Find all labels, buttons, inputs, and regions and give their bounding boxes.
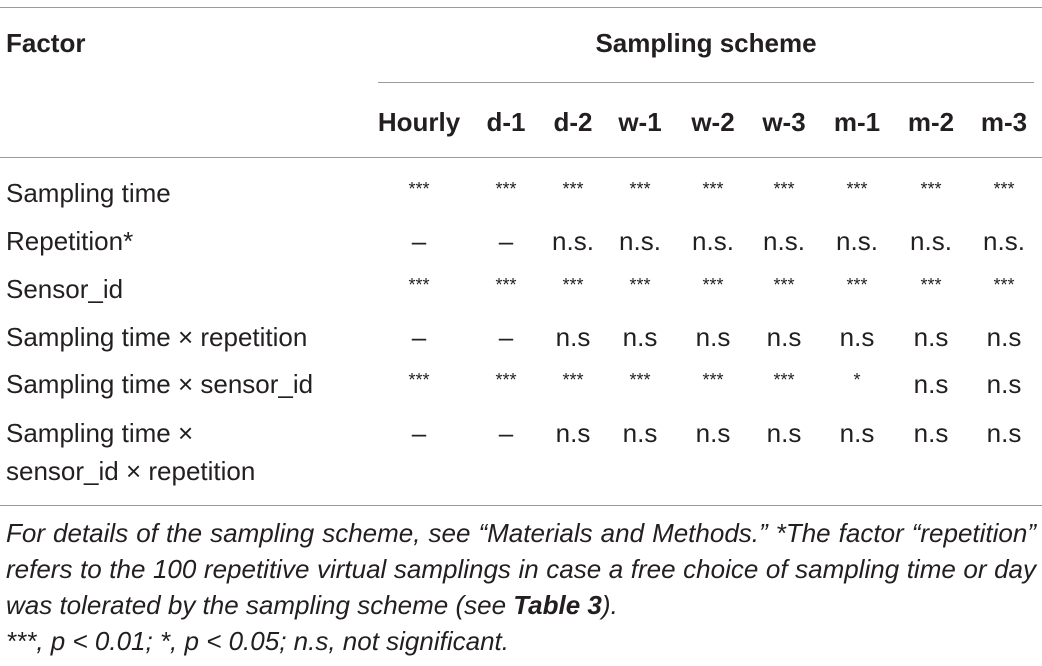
row-label-line: Sampling time × (6, 418, 194, 448)
table-cell: n.s (839, 322, 875, 352)
table-cell: n.s. (910, 226, 952, 256)
row-label (6, 174, 171, 212)
table-cell: – (498, 322, 514, 352)
table-cell: *** (495, 179, 517, 199)
row-label-line: Sampling time (6, 178, 171, 208)
table-cell: n.s. (836, 226, 878, 256)
table-cell: * (853, 370, 861, 390)
column-header-m1: m-1 (833, 107, 881, 137)
table-cell: n.s. (983, 226, 1025, 256)
table-cell: n.s. (619, 226, 661, 256)
table-cell: *** (629, 370, 651, 390)
column-headers (0, 107, 1042, 141)
table-cell: *** (702, 179, 724, 199)
column-header-w2: w-2 (691, 107, 735, 137)
column-header-d1: d-1 (486, 107, 526, 137)
table-cell: *** (408, 275, 430, 295)
table-cell: n.s (986, 418, 1022, 448)
column-header-d2: d-2 (553, 107, 593, 137)
row-label-line: Sampling time × repetition (6, 322, 308, 352)
table-cell: – (498, 418, 514, 448)
column-header-m3: m-3 (980, 107, 1028, 137)
row-label (6, 365, 313, 403)
table-cell: n.s (766, 418, 802, 448)
table-cell: – (498, 226, 514, 256)
table-cell: *** (702, 275, 724, 295)
table-cell: *** (408, 370, 430, 390)
table-cell: *** (629, 275, 651, 295)
row-label-line: Repetition* (6, 226, 134, 256)
table-cell: n.s (913, 322, 949, 352)
bottom-rule (0, 505, 1042, 506)
row-label-line: sensor_id × repetition (6, 456, 256, 486)
table-cell: *** (773, 275, 795, 295)
table-cell: – (411, 418, 427, 448)
column-header-w1: w-1 (618, 107, 662, 137)
footnote-text-end: ). (601, 590, 618, 620)
table-cell: *** (920, 179, 942, 199)
table-cell: *** (846, 179, 868, 199)
table-cell: *** (773, 370, 795, 390)
factor-header: Factor (6, 28, 86, 58)
row-label (6, 414, 255, 490)
table-cell: n.s. (763, 226, 805, 256)
table-cell: n.s (622, 418, 658, 448)
table-cell: *** (629, 179, 651, 199)
column-header-hourly: Hourly (377, 107, 461, 137)
table-cell: *** (562, 179, 584, 199)
table-cell: *** (920, 275, 942, 295)
table-cell: n.s (913, 369, 949, 399)
table-cell: *** (408, 179, 430, 199)
row-label-line: Sampling time × sensor_id (6, 369, 314, 399)
table-cell: n.s (986, 369, 1022, 399)
row-label (6, 318, 307, 356)
table-cell: *** (562, 275, 584, 295)
significance-legend: ***, p < 0.01; *, p < 0.05; n.s, not significant. (6, 626, 509, 656)
table-cell: *** (993, 179, 1015, 199)
table-cell: n.s (766, 322, 802, 352)
table-cell: *** (773, 179, 795, 199)
top-rule (0, 7, 1042, 8)
table-cell: *** (495, 275, 517, 295)
table-cell: n.s (555, 418, 591, 448)
table-cell: n.s (913, 418, 949, 448)
table-cell: *** (562, 370, 584, 390)
table-reference-link: Table 3 (513, 590, 602, 620)
table-cell: n.s (622, 322, 658, 352)
table-cell: n.s. (692, 226, 734, 256)
table-cell: *** (702, 370, 724, 390)
column-header-m2: m-2 (907, 107, 955, 137)
table-cell: *** (993, 275, 1015, 295)
scheme-rule (378, 82, 1034, 83)
column-header-w3: w-3 (762, 107, 806, 137)
table-cell: – (411, 322, 427, 352)
table-cell: n.s (695, 322, 731, 352)
table-cell: n.s. (552, 226, 594, 256)
table-cell: – (411, 226, 427, 256)
row-label (6, 270, 123, 308)
row-label-line: Sensor_id (6, 274, 124, 304)
footnote (6, 515, 1036, 623)
footnote-text: For details of the sampling scheme, see “Materials and Methods.” *The factor “repetition” refers to the 100 repetitive virtual samplings in case a free choice of sampling time or day was tolerated by the sampling scheme (see (6, 518, 1036, 620)
table-cell: n.s (839, 418, 875, 448)
table-cell: n.s (555, 322, 591, 352)
table-cell: *** (495, 370, 517, 390)
header-rule (0, 157, 1042, 158)
table-cell: *** (846, 275, 868, 295)
table-cell: n.s (695, 418, 731, 448)
table-cell: n.s (986, 322, 1022, 352)
row-label (6, 222, 133, 260)
sampling-scheme-header: Sampling scheme (595, 28, 817, 58)
